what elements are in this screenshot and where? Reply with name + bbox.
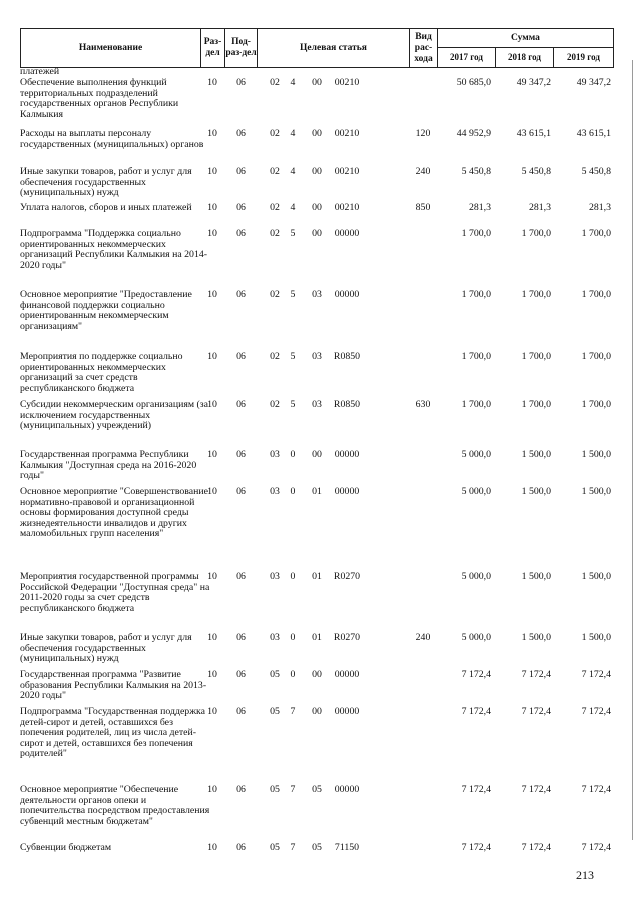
row-razdel: 10: [207, 449, 217, 460]
row-main-event: 00: [312, 166, 322, 177]
row-program: 02: [270, 166, 280, 177]
row-sum-2017: 7 172,4: [461, 706, 491, 717]
row-main-event: 00: [312, 77, 322, 88]
scan-edge-line: [632, 60, 633, 840]
row-program: 02: [270, 228, 280, 239]
row-podrazdel: 06: [236, 202, 246, 213]
row-direction: 00210: [334, 77, 360, 88]
row-razdel: 10: [207, 228, 217, 239]
row-program: 02: [270, 77, 280, 88]
row-direction: 00000: [334, 289, 360, 300]
row-razdel: 10: [207, 486, 217, 497]
row-subprogram: 5: [290, 399, 296, 410]
row-name: Уплата налогов, сборов и иных платежей: [20, 202, 192, 213]
row-sum-2019: 5 450,8: [581, 166, 611, 177]
row-razdel: 10: [207, 706, 217, 717]
row-direction: 00210: [334, 128, 360, 139]
row-sum-2019: 49 347,2: [576, 77, 611, 88]
row-sum-2017: 44 952,9: [456, 128, 491, 139]
row-name: платежей: [20, 66, 60, 77]
row-main-event: 00: [312, 202, 322, 213]
row-sum-2017: 5 000,0: [461, 571, 491, 582]
header-vid-rashoda: Вид рас-хода: [410, 29, 438, 67]
row-subprogram: 5: [290, 228, 296, 239]
row-name: Государственная программа "Развитие образования Республики Калмыкия на 2013-2020 годы": [20, 669, 207, 702]
header-summa: Сумма: [438, 29, 613, 48]
row-name: Государственная программа Республики Калмыкия "Доступная среда на 2016-2020 годы": [20, 449, 197, 482]
row-main-event: 01: [312, 486, 322, 497]
row-razdel: 10: [207, 399, 217, 410]
row-sum-2018: 7 172,4: [521, 669, 551, 680]
header-year-2017: 2017 год: [438, 48, 496, 67]
row-name: Расходы на выплаты персоналу государственных (муниципальных) органов: [20, 128, 204, 150]
row-podrazdel: 06: [236, 784, 246, 795]
row-name: Подпрограмма "Поддержка социально ориентированных некоммерческих организаций Республики Калмыкия на 2014-2020 годы": [20, 228, 208, 271]
row-name: Мероприятия государственной программы Российской Федерации "Доступная среда" на 2011-2020 годы за счет средств республиканского бюджета: [20, 571, 210, 614]
row-razdel: 10: [207, 571, 217, 582]
row-subprogram: 0: [290, 669, 296, 680]
row-direction: R0850: [333, 399, 361, 410]
row-sum-2019: 7 172,4: [581, 784, 611, 795]
row-podrazdel: 06: [236, 228, 246, 239]
row-sum-2018: 7 172,4: [521, 842, 551, 853]
row-name: Обеспечение выполнения функций территориальных подразделений государственных органов Республики Калмыкия: [20, 77, 179, 120]
row-program: 05: [270, 842, 280, 853]
row-sum-2018: 1 700,0: [521, 289, 551, 300]
row-sum-2018: 1 500,0: [521, 449, 551, 460]
row-subprogram: 4: [290, 128, 296, 139]
row-sum-2018: 7 172,4: [521, 784, 551, 795]
row-sum-2019: 1 500,0: [581, 486, 611, 497]
row-sum-2017: 281,3: [468, 202, 491, 213]
row-razdel: 10: [207, 669, 217, 680]
row-subprogram: 0: [290, 449, 296, 460]
row-program: 05: [270, 669, 280, 680]
header-year-2019: 2019 год: [567, 52, 600, 62]
row-podrazdel: 06: [236, 669, 246, 680]
header-podrazdel: Под-раз-дел: [225, 29, 258, 67]
row-razdel: 10: [207, 842, 217, 853]
row-vid: 630: [415, 399, 431, 410]
row-vid: 240: [415, 166, 431, 177]
row-razdel: 10: [207, 351, 217, 362]
row-podrazdel: 06: [236, 706, 246, 717]
row-main-event: 00: [312, 449, 322, 460]
row-sum-2018: 1 700,0: [521, 228, 551, 239]
row-sum-2018: 1 500,0: [521, 486, 551, 497]
row-main-event: 01: [312, 571, 322, 582]
row-direction: 00000: [334, 486, 360, 497]
row-sum-2017: 7 172,4: [461, 842, 491, 853]
header-year-2018: 2018 год: [496, 48, 554, 67]
row-subprogram: 5: [290, 351, 296, 362]
row-main-event: 00: [312, 128, 322, 139]
row-subprogram: 7: [290, 784, 296, 795]
row-direction: 00210: [334, 166, 360, 177]
row-direction: R0270: [333, 632, 361, 643]
row-sum-2019: 7 172,4: [581, 669, 611, 680]
row-direction: 00000: [334, 669, 360, 680]
row-main-event: 00: [312, 228, 322, 239]
row-sum-2019: 1 700,0: [581, 399, 611, 410]
row-razdel: 10: [207, 128, 217, 139]
row-subprogram: 7: [290, 706, 296, 717]
row-program: 02: [270, 351, 280, 362]
header-razdel: Раз-дел: [201, 29, 225, 67]
row-sum-2019: 1 500,0: [581, 571, 611, 582]
row-sum-2017: 5 000,0: [461, 486, 491, 497]
row-sum-2019: 1 700,0: [581, 228, 611, 239]
row-direction: R0270: [333, 571, 361, 582]
row-sum-2017: 7 172,4: [461, 784, 491, 795]
row-sum-2018: 1 500,0: [521, 632, 551, 643]
row-razdel: 10: [207, 632, 217, 643]
row-podrazdel: 06: [236, 571, 246, 582]
row-program: 05: [270, 706, 280, 717]
row-sum-2017: 5 000,0: [461, 632, 491, 643]
row-subprogram: 0: [290, 571, 296, 582]
row-main-event: 00: [312, 706, 322, 717]
row-direction: 00000: [334, 449, 360, 460]
row-name: Основное мероприятие "Обеспечение деятельности органов опеки и попечительства посредством предоставления субвенций местным бюджетам": [20, 784, 210, 827]
row-razdel: 10: [207, 289, 217, 300]
row-sum-2017: 7 172,4: [461, 669, 491, 680]
row-razdel: 10: [207, 784, 217, 795]
table-header: [20, 28, 614, 68]
row-podrazdel: 06: [236, 289, 246, 300]
row-podrazdel: 06: [236, 128, 246, 139]
row-program: 02: [270, 202, 280, 213]
row-sum-2019: 1 700,0: [581, 351, 611, 362]
row-sum-2018: 1 500,0: [521, 571, 551, 582]
row-main-event: 00: [312, 669, 322, 680]
row-subprogram: 4: [290, 202, 296, 213]
row-direction: R0850: [333, 351, 361, 362]
row-main-event: 01: [312, 632, 322, 643]
row-program: 03: [270, 571, 280, 582]
row-main-event: 03: [312, 399, 322, 410]
row-podrazdel: 06: [236, 449, 246, 460]
row-name: Основное мероприятие "Совершенствование нормативно-правовой и организационной основы формирования доступной среды жизнедеятельности инвалидов и других маломобильных групп населения": [20, 486, 208, 540]
row-name: Субвенции бюджетам: [20, 842, 112, 853]
row-podrazdel: 06: [236, 351, 246, 362]
row-razdel: 10: [207, 166, 217, 177]
row-subprogram: 4: [290, 166, 296, 177]
row-sum-2017: 1 700,0: [461, 351, 491, 362]
row-podrazdel: 06: [236, 842, 246, 853]
row-direction: 00000: [334, 706, 360, 717]
row-sum-2019: 7 172,4: [581, 706, 611, 717]
row-subprogram: 4: [290, 77, 296, 88]
row-direction: 00000: [334, 228, 360, 239]
row-sum-2018: 1 700,0: [521, 399, 551, 410]
header-celevaya-statya: Целевая статья: [258, 29, 410, 67]
row-sum-2018: 1 700,0: [521, 351, 551, 362]
row-subprogram: 0: [290, 486, 296, 497]
row-program: 02: [270, 399, 280, 410]
row-sum-2017: 5 450,8: [461, 166, 491, 177]
row-program: 05: [270, 784, 280, 795]
row-sum-2017: 1 700,0: [461, 399, 491, 410]
row-vid: 240: [415, 632, 431, 643]
row-main-event: 03: [312, 351, 322, 362]
row-name: Подпрограмма "Государственная поддержка детей-сирот и детей, оставшихся без попечения родителей, лиц из числа детей-сирот и детей, оставшихся без попечения родителей": [20, 706, 205, 760]
row-sum-2018: 43 615,1: [516, 128, 551, 139]
row-podrazdel: 06: [236, 77, 246, 88]
row-sum-2019: 1 700,0: [581, 289, 611, 300]
row-main-event: 05: [312, 842, 322, 853]
page-number: 213: [576, 868, 594, 882]
row-sum-2018: 7 172,4: [521, 706, 551, 717]
row-sum-2019: 1 500,0: [581, 449, 611, 460]
header-name: Наименование: [21, 29, 201, 67]
row-name: Мероприятия по поддержке социально ориентированных некоммерческих организаций за счет средств республиканского бюджета: [20, 351, 183, 394]
row-sum-2017: 1 700,0: [461, 228, 491, 239]
row-direction: 00210: [334, 202, 360, 213]
row-sum-2017: 5 000,0: [461, 449, 491, 460]
row-subprogram: 7: [290, 842, 296, 853]
row-vid: 850: [415, 202, 431, 213]
row-vid: 120: [415, 128, 431, 139]
row-sum-2019: 1 500,0: [581, 632, 611, 643]
row-name: Иные закупки товаров, работ и услуг для обеспечения государственных (муниципальных) нужд: [20, 632, 192, 665]
row-razdel: 10: [207, 77, 217, 88]
row-podrazdel: 06: [236, 399, 246, 410]
row-subprogram: 5: [290, 289, 296, 300]
row-sum-2017: 50 685,0: [456, 77, 491, 88]
row-subprogram: 0: [290, 632, 296, 643]
row-sum-2018: 49 347,2: [516, 77, 551, 88]
row-podrazdel: 06: [236, 486, 246, 497]
row-name: Субсидии некоммерческим организациям (за исключением государственных (муниципальных) учреждений): [20, 399, 209, 432]
row-direction: 71150: [334, 842, 360, 853]
row-podrazdel: 06: [236, 632, 246, 643]
row-program: 03: [270, 486, 280, 497]
row-podrazdel: 06: [236, 166, 246, 177]
row-program: 02: [270, 289, 280, 300]
row-sum-2018: 5 450,8: [521, 166, 551, 177]
row-name: Основное мероприятие "Предоставление финансовой поддержки социально ориентированным некоммерческим организациям": [20, 289, 192, 332]
row-razdel: 10: [207, 202, 217, 213]
row-sum-2018: 281,3: [528, 202, 551, 213]
row-program: 02: [270, 128, 280, 139]
row-sum-2019: 7 172,4: [581, 842, 611, 853]
row-program: 03: [270, 632, 280, 643]
row-sum-2019: 281,3: [588, 202, 611, 213]
row-main-event: 05: [312, 784, 322, 795]
row-program: 03: [270, 449, 280, 460]
row-main-event: 03: [312, 289, 322, 300]
row-direction: 00000: [334, 784, 360, 795]
row-name: Иные закупки товаров, работ и услуг для обеспечения государственных (муниципальных) нужд: [20, 166, 192, 199]
row-sum-2017: 1 700,0: [461, 289, 491, 300]
row-sum-2019: 43 615,1: [576, 128, 611, 139]
